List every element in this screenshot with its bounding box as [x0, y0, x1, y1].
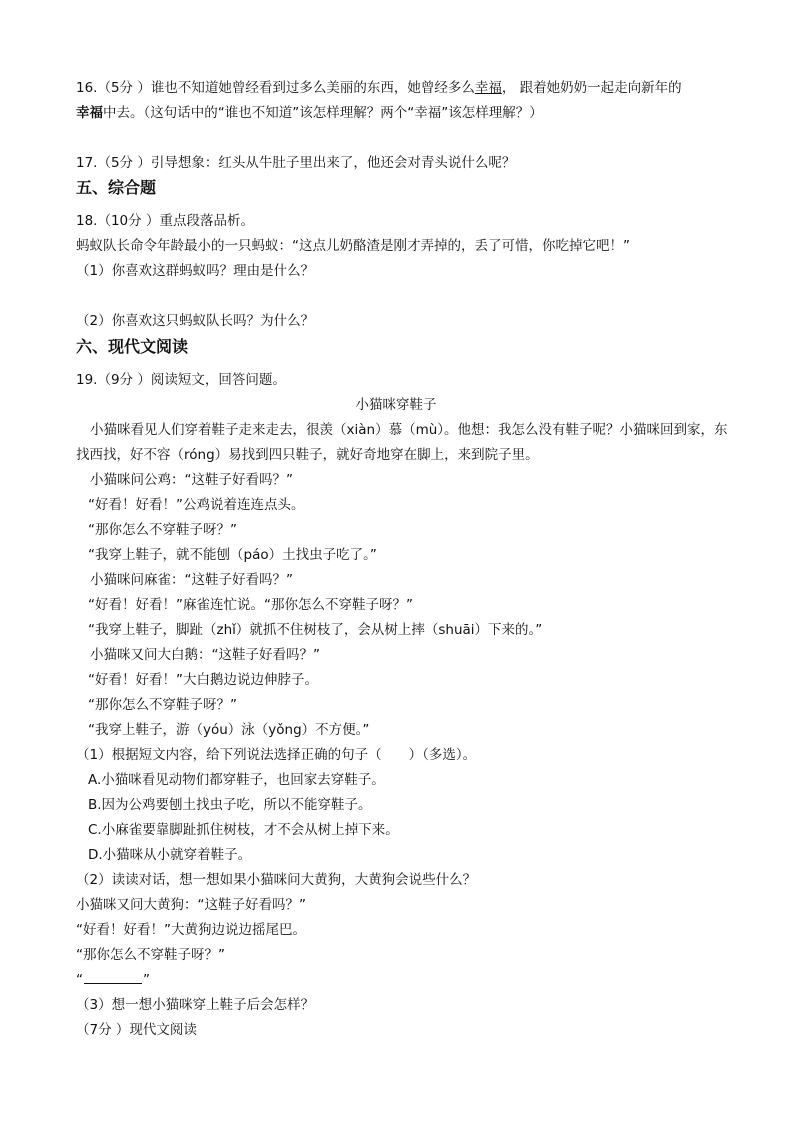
dialog-line: 小猫咪问公鸡：“这鞋子好看吗？”: [90, 472, 293, 488]
dog-line: 小猫咪又问大黄狗：“这鞋子好看吗？”: [76, 897, 306, 913]
option-b: B.因为公鸡要刨土找虫子吃，所以不能穿鞋子。: [88, 797, 372, 813]
dog-line: “那你怎么不穿鞋子呀？”: [76, 947, 225, 963]
q16-line1: [76, 78, 736, 98]
dialog-line: “好看！好看！”大白鹅边说边伸脖子。: [88, 672, 318, 688]
q16-line2: [76, 103, 736, 123]
q16-question: 中去。（这句话中的“谁也不知道”该怎样理解？两个“幸福”该怎样理解？）: [103, 105, 543, 121]
option-d: D.小猫咪从小就穿着鞋子。: [88, 847, 252, 863]
dialog-line: 小猫咪问麻雀：“这鞋子好看吗？”: [90, 572, 293, 588]
q19-title: 19.（9分 ）阅读短文，回答问题。: [76, 372, 286, 388]
q18-quote: 蚂蚁队长命令年龄最小的一只蚂蚁：“这点儿奶酪渣是刚才弄掉的，丢了可惜，你吃掉它吧！”: [76, 238, 630, 254]
q20-title: （7分 ）现代文阅读: [76, 1022, 197, 1038]
q16-underlined-word: 幸福: [474, 80, 502, 96]
story-para1: 小猫咪看见人们穿着鞋子走来走去，很羡（xiàn）慕（mù）。他想：我怎么没有鞋子呢？小猫咪回到家，东找西找，好不容（róng）易找到四只鞋子，就好奇地穿在脚上，来到院子里。: [76, 422, 728, 463]
dialog-line: 小猫咪又问大白鹅：“这鞋子好看吗？”: [90, 647, 320, 663]
q17-line: 17.（5分 ）引导想象：红头从牛肚子里出来了，他还会对青头说什么呢？: [76, 155, 516, 171]
answer-blank[interactable]: [84, 971, 142, 984]
q19-sub2: （2）读读对话，想一想如果小猫咪问大黄狗，大黄狗会说些什么？: [76, 872, 477, 888]
q18-title: 18.（10分 ）重点段落品析。: [76, 213, 254, 229]
answer-blank-line: [76, 970, 736, 990]
q18-sub1: （1）你喜欢这群蚂蚁吗？理由是什么？: [76, 263, 315, 279]
dialog-line: “好看！好看！”公鸡说着连连点头。: [88, 497, 305, 513]
dialog-line: “好看！好看！”麻雀连忙说。“那你怎么不穿鞋子呀？”: [88, 597, 413, 613]
q16-bold-word: 幸福: [76, 105, 103, 121]
q19-sub3: （3）想一想小猫咪穿上鞋子后会怎样？: [76, 997, 315, 1013]
q18-sub2: （2）你喜欢这只蚂蚁队长吗？为什么？: [76, 313, 315, 329]
open-quote: “: [76, 972, 83, 988]
q16-text-b: ， 跟着她奶奶一起走向新年的: [501, 80, 682, 96]
dialog-line: “那你怎么不穿鞋子呀？”: [88, 697, 237, 713]
option-c: C.小麻雀要靠脚趾抓住树枝，才不会从树上掉下来。: [88, 822, 399, 838]
dialog-line: “那你怎么不穿鞋子呀？”: [88, 522, 237, 538]
dog-line: “好看！好看！”大黄狗边说边摇尾巴。: [76, 922, 306, 938]
section-5-heading: 五、综合题: [76, 178, 157, 197]
q19-sub1: （1）根据短文内容，给下列说法选择正确的句子（ ）（多选）。: [76, 747, 477, 763]
story-title: 小猫咪穿鞋子: [355, 397, 437, 413]
dialog-line: “我穿上鞋子，脚趾（zhǐ）就抓不住树枝了，会从树上摔（shuāi）下来的。”: [88, 622, 543, 638]
option-a: A.小猫咪看见动物们都穿鞋子，也回家去穿鞋子。: [88, 772, 385, 788]
close-quote: ”: [143, 972, 150, 988]
section-6-heading: 六、现代文阅读: [76, 337, 189, 356]
dialog-line: “我穿上鞋子，游（yóu）泳（yǒng）不方便。”: [88, 722, 370, 738]
q16-text-a: 16.（5分 ）谁也不知道她曾经看到过多么美丽的东西，她曾经多么: [76, 80, 475, 96]
dialog-line: “我穿上鞋子，就不能刨（páo）土找虫子吃了。”: [88, 547, 377, 563]
